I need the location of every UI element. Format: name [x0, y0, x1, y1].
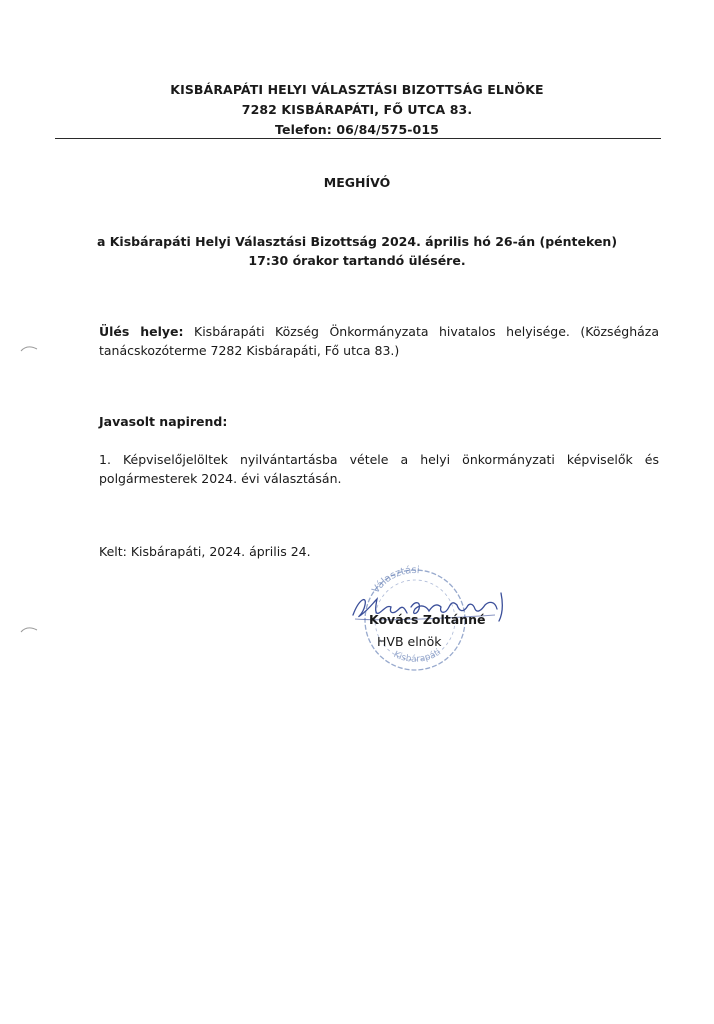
- meeting-location-text1: Kisbárapáti Község Önkormányzata hivatalos helyisége. (Községháza: [194, 324, 659, 339]
- letterhead-divider: [55, 138, 661, 139]
- margin-mark-icon: [20, 344, 38, 352]
- meeting-subtitle: [0, 232, 714, 270]
- agenda-item-1: [99, 450, 659, 488]
- letterhead-phone: Telefon: 06/84/575-015: [275, 122, 439, 137]
- meeting-subtitle-line1: a Kisbárapáti Helyi Választási Bizottság 2024. április hó 26-án (pénteken): [96, 234, 618, 249]
- letterhead-org: KISBÁRAPÁTI HELYI VÁLASZTÁSI BIZOTTSÁG ELNÖKE: [170, 82, 544, 97]
- agenda-item-1-line1: 1. Képviselőjelöltek nyilvántartásba vétele a helyi önkormányzati képviselők és: [99, 452, 659, 467]
- meeting-location-label: Ülés helye:: [99, 324, 184, 339]
- document-title: MEGHÍVÓ: [323, 175, 391, 190]
- agenda-item-1-line2: polgármesterek 2024. évi választásán.: [99, 471, 342, 486]
- signer-role: HVB elnök: [377, 634, 442, 649]
- meeting-subtitle-line2: 17:30 órakor tartandó ülésére.: [248, 253, 466, 268]
- agenda-title: Javasolt napirend:: [99, 414, 228, 429]
- stamp-text-bottom: Kisbárapáti: [391, 647, 443, 665]
- letterhead: [0, 80, 714, 140]
- signer-name: Kovács Zoltánné: [369, 612, 486, 627]
- meeting-location-line1: [99, 322, 659, 341]
- date-line: Kelt: Kisbárapáti, 2024. április 24.: [99, 544, 311, 559]
- letterhead-address: 7282 KISBÁRAPÁTI, FŐ UTCA 83.: [241, 102, 473, 117]
- meeting-location: [99, 322, 659, 360]
- meeting-location-line2: tanácskozóterme 7282 Kisbárapáti, Fő utca 83.): [99, 343, 400, 358]
- margin-mark-icon: [20, 625, 38, 633]
- stamp-text-top: Választási: [370, 564, 420, 596]
